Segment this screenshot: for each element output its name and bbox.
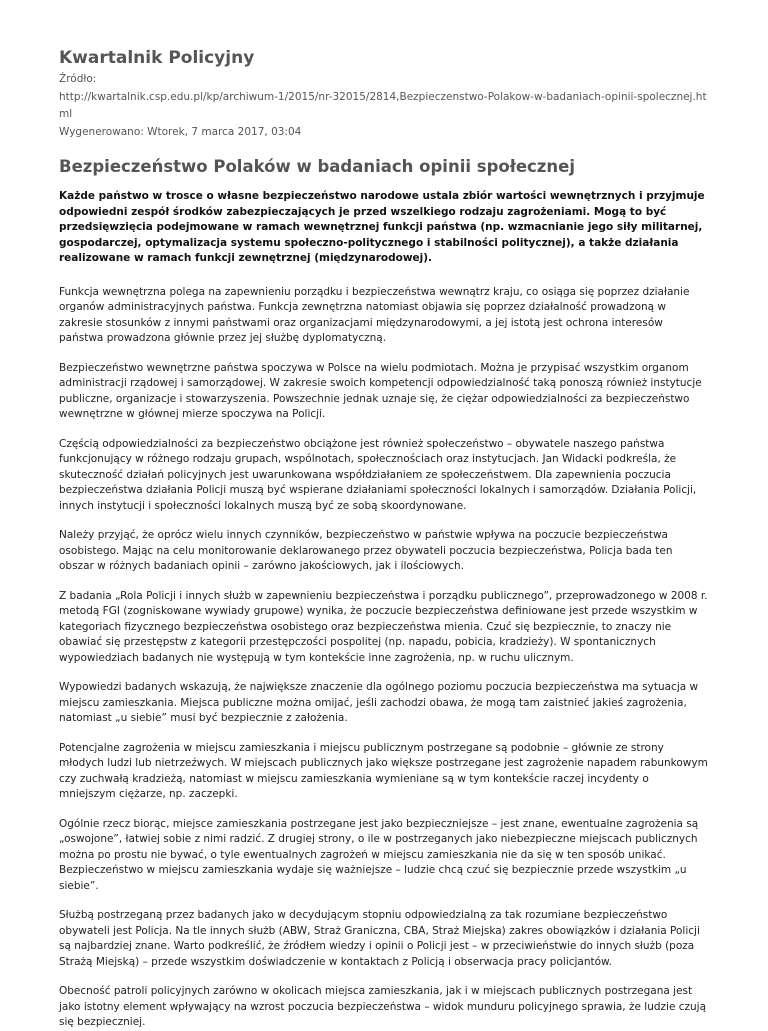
paragraph: Obecność patroli policyjnych zarówno w okolicach miejsca zamieszkania, jak i w miejscach publicznych postrzegana jest jako istotny element wpływający na wzrost poczucia bezpieczeństwa – widok munduru policyjnego sprawia, że ludzie czują się bezpieczniej. <box>59 985 707 1028</box>
paragraph: Wypowiedzi badanych wskazują, że największe znaczenie dla ogólnego poziomu poczucia bezpieczeństwa ma sytuacja w miejscu zamieszkania. Miejsca publiczne można omijać, jeśli zachodzi obawa, że mogą tam zaistnieć jakieś zagrożenia, natomiast „u siebie” musi być bezpiecznie z założenia. <box>59 681 699 724</box>
article-title: Bezpieczeństwo Polaków w badaniach opinii społecznej <box>59 157 576 176</box>
paragraph: Bezpieczeństwo wewnętrzne państwa spoczywa w Polsce na wielu podmiotach. Można je przypisać wszystkim organom administracji rządowej i samorządowej. W zakresie swoich kompetencji odpowiedzialność taką ponoszą również instytucje publiczne, organizacje i stowarzyszenia. Powszechnie jednak uznaje się, że ciężar odpowiedzialności za bezpieczeństwo wewnętrzne w głównej mierze spoczywa na Policji. <box>59 361 702 420</box>
paragraph: Częścią odpowiedzialności za bezpieczeństwo obciążone jest również społeczeństwo – obywatele naszego państwa funkcjonujący w różnego rodzaju grupach, wspólnotach, społecznościach oraz instytucjach. Jan Widacki podkreśla, że skuteczność działań policyjnych jest uwarunkowana współdziałaniem ze społeczeństwem. Dla zapewnienia poczucia bezpieczeństwa działania Policji muszą być wspierane działaniami społeczności lokalnych i samorządów. Działania Policji, innych instytucji i społeczności lokalnych muszą być ze sobą skoordynowane. <box>59 437 697 512</box>
article-lead: Każde państwo w trosce o własne bezpieczeństwo narodowe ustala zbiór wartości wewnętrznych i przyjmuje odpowiedni zespół środków zabezpieczających je przed wszelkiego rodzaju zagrożeniami. Mogą to być przedsięwzięcia podejmowane w ramach wewnętrznej funkcji państwa (np. wzmacnianie jego siły militarnej, gospodarczej, optymalizacja systemu społeczno-politycznego i stabilności politycznej), a także działania realizowane w ramach funkcji zewnętrznej (międzynarodowej). <box>59 190 705 264</box>
paragraph: Funkcja wewnętrzna polega na zapewnieniu porządku i bezpieczeństwa wewnątrz kraju, co osiąga się poprzez działanie organów administracyjnych państwa. Funkcja zewnętrzna natomiast objawia się poprzez działalność prowadzoną w zakresie stosunków z innymi państwami oraz organizacjami międzynarodowymi, a jej istotą jest ochrona interesów państwa prowadzona głównie przez jej służbę dyplomatyczną. <box>59 285 690 344</box>
paragraph: Potencjalne zagrożenia w miejscu zamieszkania i miejscu publicznym postrzegane są podobnie – głównie ze strony młodych ludzi lub nietrzeźwych. W miejscach publicznych jako większe postrzegane jest zagrożenie napadem rabunkowym czy zuchwałą kradzieżą, natomiast w miejscu zamieszkania wymieniane są w tym kontekście raczej incydenty o mniejszym ciężarze, np. zaczepki. <box>59 741 708 800</box>
paragraph: Ogólnie rzecz biorąc, miejsce zamieszkania postrzegane jest jako bezpieczniejsze – jest znane, ewentualne zagrożenia są „oswojone”, łatwiej sobie z nimi radzić. Z drugiej strony, o ile w postrzeganych jako niebezpieczne miejscach publicznych można po prostu nie bywać, o tyle ewentualnych zagrożeń w miejscu zamieszkania nie da się w ten sposób unikać. Bezpieczeństwo w miejscu zamieszkania wydaje się ważniejsze – ludzie chcą czuć się bezpiecznie przede wszystkim „u siebie”. <box>59 817 699 892</box>
site-title: Kwartalnik Policyjny <box>59 48 255 68</box>
paragraph: Służbą postrzeganą przez badanych jako w decydującym stopniu odpowiedzialną za tak rozumiane bezpieczeństwo obywateli jest Policja. Na tle innych służb (ABW, Straż Graniczna, CBA, Straż Miejska) zakres obowiązków i działania Policji są najbardziej znane. Warto podkreślić, że źródłem wiedzy i opinii o Policji jest – w przeciwieństwie do innych służb (poza Strażą Miejską) – przede wszystkim doświadczenie w kontaktach z Policją i obserwacja pracy policjantów. <box>59 909 700 968</box>
source-label: Źródło: <box>59 73 97 85</box>
generated-timestamp: Wygenerowano: Wtorek, 7 marca 2017, 03:04 <box>59 125 302 138</box>
paragraph: Z badania „Rola Policji i innych służb w zapewnieniu bezpieczeństwa i porządku publicznego”, przeprowadzonego w 2008 r. metodą FGI (zogniskowane wywiady grupowe) wynika, że poczucie bezpieczeństwa definiowane jest przede wszystkim w kategoriach fizycznego bezpieczeństwa osobistego oraz bezpieczeństwa mienia. Czuć się bezpiecznie, to znaczy nie obawiać się przestępstw z kategorii przestępczości pospolitej (np. napadu, pobicia, kradzieży). W spontanicznych wypowiedziach badanych nie występują w tym kontekście inne zagrożenia, np. w ruchu ulicznym. <box>59 589 708 664</box>
paragraph: Należy przyjąć, że oprócz wielu innych czynników, bezpieczeństwo w państwie wpływa na poczucie bezpieczeństwa osobistego. Mając na celu monitorowanie deklarowanego przez obywateli poczucia bezpieczeństwa, Policja bada ten obszar w różnych badaniach opinii – zarówno jakościowych, jak i ilościowych. <box>59 529 673 572</box>
source-url[interactable]: http://kwartalnik.csp.edu.pl/kp/archiwum-1/2015/nr-32015/2814,Bezpieczenstwo-Polakow-w-badaniach-opinii-spolecznej.html <box>59 90 707 120</box>
